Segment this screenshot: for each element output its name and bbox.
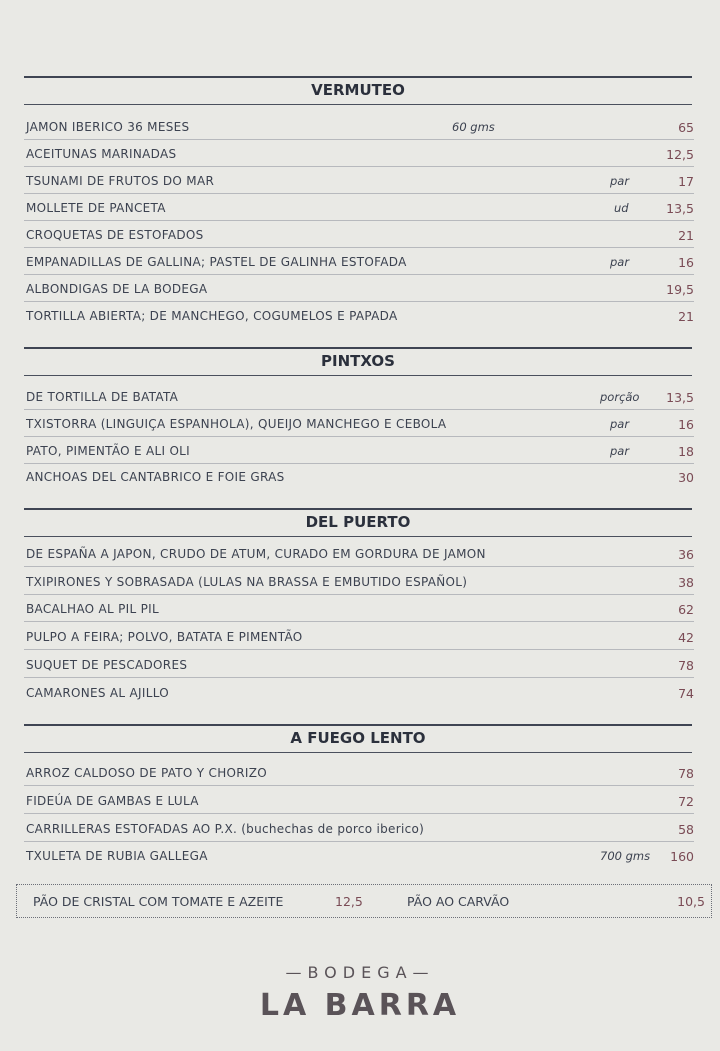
- item-price: 19,5: [666, 282, 694, 297]
- item-name: CROQUETAS DE ESTOFADOS: [26, 228, 204, 242]
- item-price: 16: [678, 255, 694, 270]
- section-rule: [24, 375, 692, 376]
- menu-item: [26, 278, 694, 304]
- menu-item: [26, 197, 694, 223]
- section-title: DEL PUERTO: [305, 513, 411, 531]
- item-name: TORTILLA ABIERTA; DE MANCHEGO, COGUMELOS E PAPADA: [26, 309, 398, 323]
- menu-item: [26, 143, 694, 169]
- item-name: ACEITUNAS MARINADAS: [26, 147, 177, 161]
- item-name: SUQUET DE PESCADORES: [26, 658, 188, 672]
- item-unit: par: [610, 444, 630, 458]
- item-name: PULPO A FEIRA; POLVO, BATATA E PIMENTÃO: [26, 630, 303, 644]
- menu-item: [26, 305, 694, 331]
- item-price: 65: [678, 120, 694, 135]
- item-name: TXULETA DE RUBIA GALLEGA: [26, 849, 208, 863]
- item-price: 18: [678, 444, 694, 459]
- item-name: BACALHAO AL PIL PIL: [26, 602, 159, 616]
- item-price: 78: [678, 766, 694, 781]
- bread-price: 12,5: [335, 894, 363, 909]
- menu-item: [26, 466, 694, 492]
- item-unit: 60 gms: [452, 120, 495, 134]
- item-name: ARROZ CALDOSO DE PATO Y CHORIZO: [26, 766, 268, 780]
- item-price: 13,5: [666, 390, 694, 405]
- menu-item: [26, 224, 694, 250]
- menu-item: [26, 386, 694, 412]
- section-rule: [24, 536, 692, 537]
- item-price: 16: [678, 417, 694, 432]
- section-header-del-puerto: [24, 508, 692, 540]
- item-name: DE ESPAÑA A JAPON, CRUDO DE ATUM, CURADO EM GORDURA DE JAMON: [26, 547, 486, 561]
- menu-item: [26, 626, 694, 652]
- bread-name: PÃO DE CRISTAL COM TOMATE E AZEITE: [33, 894, 284, 909]
- menu-item: [26, 762, 694, 788]
- item-name: ANCHOAS DEL CANTABRICO E FOIE GRAS: [26, 470, 285, 484]
- menu-item: [26, 790, 694, 816]
- item-price: 160: [670, 849, 694, 864]
- item-price: 38: [678, 575, 694, 590]
- item-price: 12,5: [666, 147, 694, 162]
- item-price: 74: [678, 686, 694, 701]
- menu-item: [26, 682, 694, 708]
- menu-item: [26, 116, 694, 142]
- item-unit: porção: [600, 390, 640, 404]
- bread-name: PÃO AO CARVÃO: [407, 894, 510, 909]
- item-price: 62: [678, 602, 694, 617]
- item-name: MOLLETE DE PANCETA: [26, 201, 166, 215]
- menu-item: [26, 818, 694, 844]
- item-name: EMPANADILLAS DE GALLINA; PASTEL DE GALINHA ESTOFADA: [26, 255, 407, 269]
- item-price: 58: [678, 822, 694, 837]
- item-name: FIDEÚA DE GAMBAS E LULA: [26, 794, 199, 808]
- menu-item: [26, 170, 694, 196]
- menu-item: [26, 571, 694, 597]
- item-price: 21: [678, 309, 694, 324]
- item-price: 30: [678, 470, 694, 485]
- menu-item: [26, 440, 694, 466]
- menu-item: [26, 251, 694, 277]
- item-price: 72: [678, 794, 694, 809]
- item-name: TXISTORRA (LINGUIÇA ESPANHOLA), QUEIJO MANCHEGO E CEBOLA: [26, 417, 447, 431]
- item-name: CARRILLERAS ESTOFADAS AO P.X. (buchechas de porco iberico): [26, 822, 425, 836]
- section-rule: [24, 104, 692, 105]
- item-name: JAMON IBERICO 36 MESES: [26, 120, 190, 134]
- section-rule: [24, 752, 692, 753]
- item-name: CAMARONES AL AJILLO: [26, 686, 170, 700]
- section-header-vermuteo: [24, 76, 692, 108]
- menu-item: [26, 845, 694, 871]
- logo-top-text: —BODEGA—: [285, 963, 435, 982]
- item-unit: par: [610, 255, 630, 269]
- section-title: VERMUTEO: [311, 81, 405, 99]
- item-unit: 700 gms: [600, 849, 651, 863]
- item-name: DE TORTILLA DE BATATA: [26, 390, 179, 404]
- section-title: PINTXOS: [321, 352, 395, 370]
- item-price: 13,5: [666, 201, 694, 216]
- section-header-a-fuego-lento: [24, 724, 692, 756]
- bread-price: 10,5: [677, 894, 705, 909]
- menu-item: [26, 413, 694, 439]
- logo-bottom-text: LA BARRA: [259, 988, 461, 1023]
- item-price: 17: [678, 174, 694, 189]
- item-name: ALBONDIGAS DE LA BODEGA: [26, 282, 208, 296]
- item-name: TXIPIRONES Y SOBRASADA (LULAS NA BRASSA E EMBUTIDO ESPAÑOL): [26, 575, 468, 589]
- menu-item: [26, 598, 694, 624]
- item-price: 21: [678, 228, 694, 243]
- section-header-pintxos: [24, 347, 692, 379]
- item-unit: ud: [614, 201, 629, 215]
- item-price: 36: [678, 547, 694, 562]
- item-unit: par: [610, 417, 630, 431]
- item-name: TSUNAMI DE FRUTOS DO MAR: [26, 174, 215, 188]
- item-unit: par: [610, 174, 630, 188]
- bread-box: [16, 884, 712, 918]
- menu-item: [26, 654, 694, 680]
- menu-item: [26, 543, 694, 569]
- item-price: 42: [678, 630, 694, 645]
- section-title: A FUEGO LENTO: [290, 729, 426, 747]
- item-price: 78: [678, 658, 694, 673]
- item-name: PATO, PIMENTÃO E ALI OLI: [26, 444, 191, 458]
